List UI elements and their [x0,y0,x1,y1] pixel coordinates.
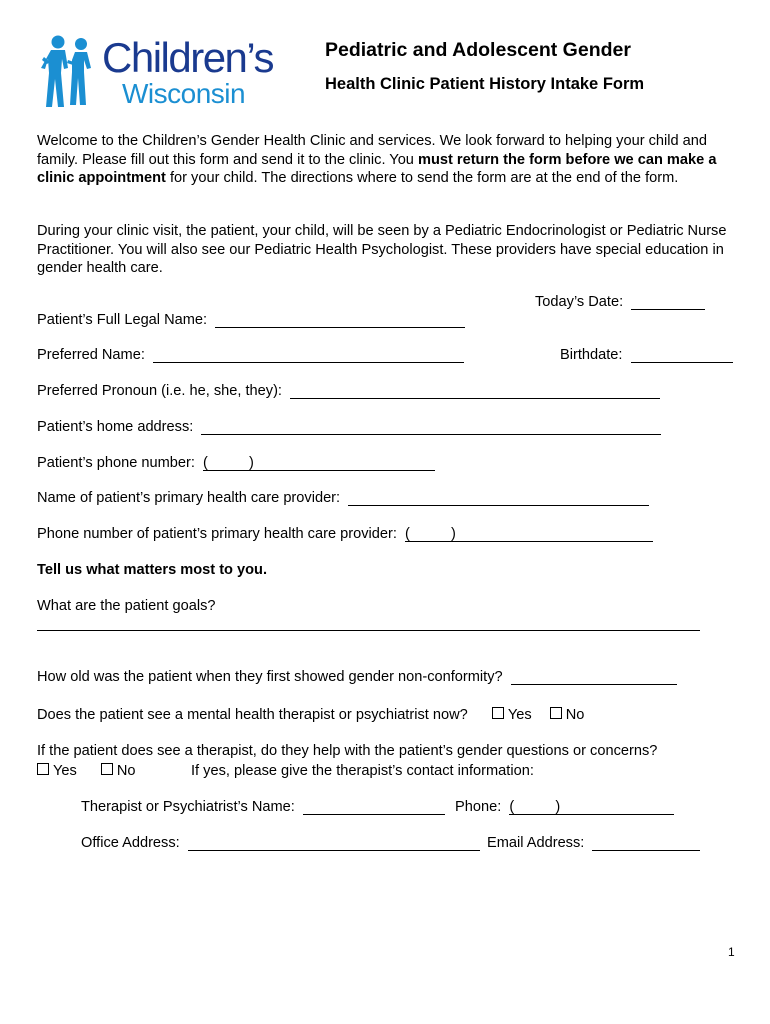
preferred-name-row [37,347,464,363]
area-code-close-paren: ) [249,455,254,471]
nonconformity-field[interactable] [511,669,677,685]
therapist-name-field[interactable] [303,799,445,815]
therapist-name-label: Therapist or Psychiatrist’s Name: [81,799,295,815]
home-address-label: Patient’s home address: [37,419,194,435]
nonconformity-row [37,669,677,685]
email-label: Email Address: [487,835,585,851]
provider-area-code-close-paren: ) [450,526,456,542]
home-address-field[interactable] [201,419,661,435]
therapist-phone-field[interactable] [509,799,674,815]
checkbox-icon [37,763,49,775]
form-title: Pediatric and Adolescent Gender [325,39,631,61]
therapist-help-options [37,763,136,779]
office-address-row [81,835,480,851]
page-number: 1 [728,945,735,959]
therapist-help-no-checkbox[interactable]: No [101,763,136,779]
checkbox-icon [550,707,562,719]
phone-label: Patient’s phone number: [37,455,195,471]
provider-area-code-open-paren: ( [404,526,410,542]
intro-paragraph-1: Welcome to the Children’s Gender Health Clinic and services. We look forward to helping your child and family. Please fill out this form and send it to the clinic. You must return the form before we can make a clinic appointment for your child. The directions where to send the form are at the end of the form. [37,133,717,186]
logo-line1: Children’s [102,34,273,81]
form-subtitle: Health Clinic Patient History Intake Form [325,75,645,93]
checkbox-icon [101,763,113,775]
preferred-name-field[interactable] [153,347,464,363]
contact-info-instruction: If yes, please give the therapist’s contact information: [191,763,534,779]
provider-phone-row [37,526,653,542]
phone-field[interactable] [203,455,435,471]
logo [38,34,273,112]
nonconformity-question: How old was the patient when they first showed gender non-conformity? [37,669,503,685]
provider-name-label: Name of patient’s primary health care provider: [37,490,341,506]
pronoun-row [37,383,660,399]
therapist-area-code-open-paren: ( [509,799,515,815]
birthdate-row [560,347,733,363]
provider-phone-label: Phone number of patient’s primary health care provider: [37,526,397,542]
preferred-name-label: Preferred Name: [37,347,145,363]
logo-line2: Wisconsin [122,78,246,109]
therapist-now-row [37,707,584,723]
phone-row [37,455,435,471]
todays-date-row [535,294,705,310]
goals-field[interactable] [37,615,700,631]
birthdate-field[interactable] [631,347,733,363]
area-code-open-paren: ( [203,455,208,471]
email-row [487,835,700,851]
children-figures-icon [38,34,100,110]
therapist-name-row [81,799,445,815]
therapist-help-yes-checkbox[interactable]: Yes [37,763,77,779]
todays-date-field[interactable] [631,294,705,310]
intro-paragraph-2: During your clinic visit, the patient, your child, will be seen by a Pediatric Endocrinologist or Pediatric Nurse Practitioner. You will also see our Pediatric Health Psychologist. These providers have special education in gender health care. [37,223,727,276]
provider-phone-field[interactable] [405,526,653,542]
checkbox-icon [492,707,504,719]
provider-name-field[interactable] [348,490,649,506]
therapist-now-yes-checkbox[interactable]: Yes [492,707,532,723]
therapist-now-question: Does the patient see a mental health therapist or psychiatrist now? [37,707,468,723]
goals-question: What are the patient goals? [37,598,216,614]
pronoun-field[interactable] [290,383,660,399]
section-heading: Tell us what matters most to you. [37,562,268,578]
therapist-now-no-checkbox[interactable]: No [550,707,585,723]
therapist-help-question: If the patient does see a therapist, do they help with the patient’s gender questions or concerns? [37,743,658,759]
therapist-area-code-close-paren: ) [555,799,561,815]
office-address-field[interactable] [188,835,480,851]
legal-name-row [37,312,465,328]
legal-name-label: Patient’s Full Legal Name: [37,312,208,328]
legal-name-field[interactable] [215,312,465,328]
birthdate-label: Birthdate: [560,347,623,363]
provider-name-row [37,490,649,506]
therapist-phone-label: Phone: [455,799,502,815]
office-address-label: Office Address: [81,835,180,851]
home-address-row [37,419,661,435]
todays-date-label: Today’s Date: [535,294,624,310]
email-field[interactable] [592,835,700,851]
pronoun-label: Preferred Pronoun (i.e. he, she, they): [37,383,282,399]
therapist-phone-row [455,799,674,815]
